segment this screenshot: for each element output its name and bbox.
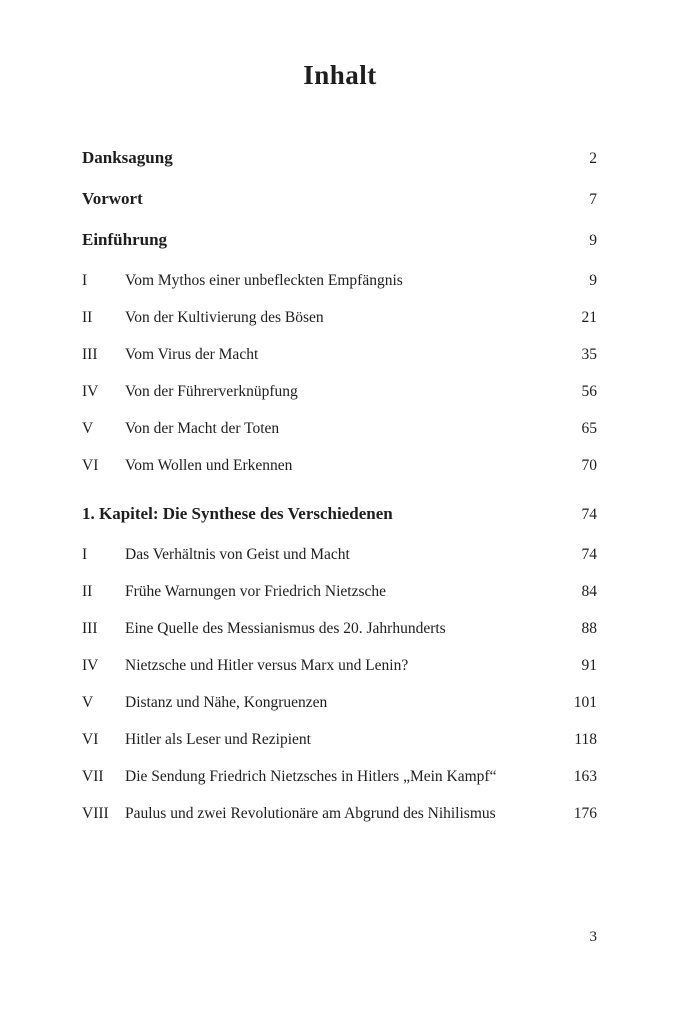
toc-entry-row (82, 656, 597, 693)
toc-entry-numeral: VI (82, 731, 99, 748)
toc-item-label: Vom Virus der Macht (125, 346, 259, 363)
toc-item-page: 56 (581, 383, 597, 400)
toc-item-label: Die Sendung Friedrich Nietzsches in Hitlers „Mein Kampf“ (125, 768, 497, 785)
toc-item-page: 74 (581, 546, 597, 563)
document-page (0, 58, 680, 1020)
toc-item-label: Vorwort (82, 189, 143, 208)
toc-entry-numeral: III (82, 620, 98, 637)
toc-item-label: 1. Kapitel: Die Synthese des Verschiedenen (82, 504, 393, 523)
toc-entry-row (82, 582, 597, 619)
toc-item-page: 21 (581, 309, 597, 326)
toc-item-label: Von der Kultivierung des Bösen (125, 309, 324, 326)
toc-entry-numeral: VII (82, 768, 104, 785)
toc-entry-row (82, 804, 597, 841)
toc-item-page: 9 (589, 232, 597, 249)
toc-entry-row (82, 345, 597, 382)
toc-section-row (82, 189, 597, 230)
toc-item-page: 2 (589, 150, 597, 167)
toc-entry-numeral: IV (82, 657, 99, 674)
toc-entry-row (82, 308, 597, 345)
toc-entry-row (82, 419, 597, 456)
toc-entry-numeral: II (82, 583, 93, 600)
toc-item-page: 88 (581, 620, 597, 637)
toc-entry-row (82, 619, 597, 656)
toc-item-label: Vom Mythos einer unbefleckten Empfängnis (125, 272, 403, 289)
page-title: Inhalt (303, 60, 377, 90)
toc-entry-numeral: II (82, 309, 93, 326)
toc-item-page: 70 (581, 457, 597, 474)
toc-entry-row (82, 693, 597, 730)
page-number: 3 (589, 929, 597, 945)
toc-item-page: 65 (581, 420, 597, 437)
toc-entry-row (82, 456, 597, 493)
toc-section-row (82, 504, 597, 545)
toc-item-label: Hitler als Leser und Rezipient (125, 731, 311, 748)
toc-item-page: 84 (581, 583, 597, 600)
toc-item-label: Distanz und Nähe, Kongruenzen (125, 694, 328, 711)
toc-item-label: Frühe Warnungen vor Friedrich Nietzsche (125, 583, 387, 600)
toc-entry-row (82, 271, 597, 308)
toc-entry-row (82, 730, 597, 767)
toc-item-label: Danksagung (82, 148, 173, 167)
toc-item-page: 74 (581, 506, 597, 523)
toc-section-row (82, 148, 597, 189)
toc-item-label: Paulus und zwei Revolutionäre am Abgrund des Nihilismus (125, 805, 496, 822)
toc-item-label: Eine Quelle des Messianismus des 20. Jahrhunderts (125, 620, 446, 637)
toc-item-label: Nietzsche und Hitler versus Marx und Lenin? (125, 657, 409, 674)
toc-item-page: 91 (581, 657, 597, 674)
toc-item-page: 9 (589, 272, 597, 289)
toc-item-page: 176 (573, 805, 597, 822)
toc-item-label: Von der Macht der Toten (125, 420, 280, 437)
toc-entry-numeral: IV (82, 383, 99, 400)
toc-item-label: Einführung (82, 230, 168, 249)
toc-item-page: 7 (589, 191, 597, 208)
toc-entry-numeral: I (82, 546, 88, 563)
toc-item-page: 35 (581, 346, 597, 363)
toc-item-label: Das Verhältnis von Geist und Macht (125, 546, 350, 563)
toc-item-label: Vom Wollen und Erkennen (125, 457, 293, 474)
toc-item-page: 163 (573, 768, 597, 785)
toc-section-row (82, 230, 597, 271)
table-of-contents (82, 148, 597, 841)
toc-entry-numeral: I (82, 272, 88, 289)
toc-entry-row (82, 767, 597, 804)
toc-entry-numeral: VI (82, 457, 99, 474)
toc-entry-numeral: III (82, 346, 98, 363)
toc-entry-row (82, 545, 597, 582)
toc-item-page: 118 (574, 731, 597, 748)
toc-entry-numeral: V (82, 420, 94, 437)
toc-entry-numeral: V (82, 694, 94, 711)
toc-entry-row (82, 382, 597, 419)
toc-item-page: 101 (573, 694, 597, 711)
toc-item-label: Von der Führerverknüpfung (125, 383, 298, 400)
toc-entry-numeral: VIII (82, 805, 109, 822)
